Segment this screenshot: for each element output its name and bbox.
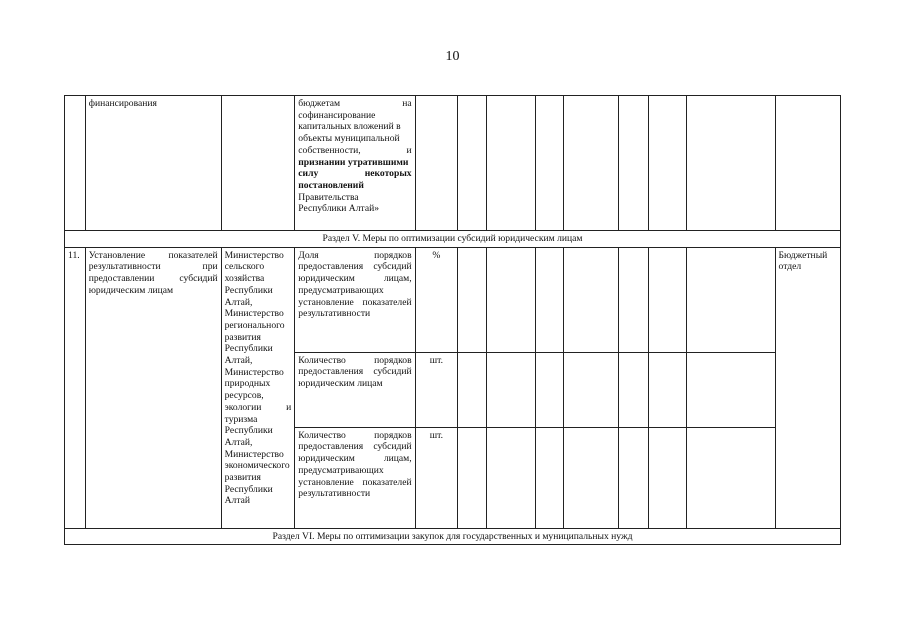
cell-value <box>563 427 618 528</box>
cell-value <box>487 96 536 231</box>
cell-value <box>687 352 775 427</box>
cell-value <box>458 96 487 231</box>
cell-department: Бюджетный отдел <box>775 247 840 528</box>
indicator-line: софинансирование <box>298 109 376 121</box>
cell-indicator <box>295 96 415 231</box>
cell-value <box>687 96 775 231</box>
cell-value <box>458 427 487 528</box>
cell-value <box>563 96 618 231</box>
indicator-line: объекты муниципальной <box>298 133 400 145</box>
section-title: Раздел V. Меры по оптимизации субсидий юридическим лицам <box>65 231 841 248</box>
cell-name: Установление показателей результативности при предоставлении субсидий юридическим лицам <box>85 247 221 528</box>
cell-number: 11. <box>65 247 86 528</box>
cell-value <box>535 352 563 427</box>
cell-value <box>618 247 648 352</box>
cell-unit: шт. <box>415 427 458 528</box>
section-header-5 <box>65 231 841 248</box>
cell-value <box>487 247 536 352</box>
cell-value <box>535 427 563 528</box>
indicator-line: бюджетам на <box>298 98 412 109</box>
cell-value <box>648 352 686 427</box>
cell-unit: % <box>415 247 458 352</box>
cell-value <box>487 352 536 427</box>
cell-unit <box>415 96 458 231</box>
cell-indicator: Доля порядков предоставления субсидий юридическим лицам, предусматривающих установление показателей результативности <box>295 247 415 352</box>
cell-indicator: Количество порядков предоставления субсидий юридическим лицам, предусматривающих установление показателей результативности <box>295 427 415 528</box>
table-row <box>65 247 841 352</box>
indicator-line: признании утратившими <box>298 156 409 168</box>
cell-value <box>618 427 648 528</box>
indicator-line: силу некоторых <box>298 168 412 180</box>
cell-name: финансирования <box>85 96 221 231</box>
indicator-line: постановлений <box>298 179 364 191</box>
cell-value <box>535 247 563 352</box>
cell-value <box>458 247 487 352</box>
cell-department <box>775 96 840 231</box>
cell-number <box>65 96 86 231</box>
section-header-6 <box>65 528 841 545</box>
cell-value <box>687 427 775 528</box>
cell-value <box>563 247 618 352</box>
cell-value <box>618 352 648 427</box>
indicator-line: собственности, и <box>298 144 412 156</box>
indicator-line: Республики Алтай» <box>298 203 380 215</box>
cell-value <box>563 352 618 427</box>
cell-value <box>535 96 563 231</box>
cell-value <box>618 96 648 231</box>
measures-table <box>64 95 841 545</box>
cell-value <box>648 427 686 528</box>
cell-value <box>687 247 775 352</box>
cell-indicator: Количество порядков предоставления субсидий юридическим лицам <box>295 352 415 427</box>
cell-value <box>648 247 686 352</box>
indicator-line: капитальных вложений в <box>298 121 401 133</box>
section-title: Раздел VI. Меры по оптимизации закупок для государственных и муниципальных нужд <box>65 528 841 545</box>
cell-value <box>458 352 487 427</box>
table-row-continuation <box>65 96 841 231</box>
page-number: 10 <box>445 49 460 64</box>
cell-unit: шт. <box>415 352 458 427</box>
indicator-line: Правительства <box>298 191 359 203</box>
cell-value <box>648 96 686 231</box>
cell-value <box>487 427 536 528</box>
cell-responsible: Министерство сельского хозяйства Республики Алтай, Министерство регионального развития Республики Алтай, Министерство природных ресурсов, экологии и туризма Республики Алтай, Министерство экономического развития Республики Алтай <box>221 247 295 528</box>
cell-responsible <box>221 96 295 231</box>
